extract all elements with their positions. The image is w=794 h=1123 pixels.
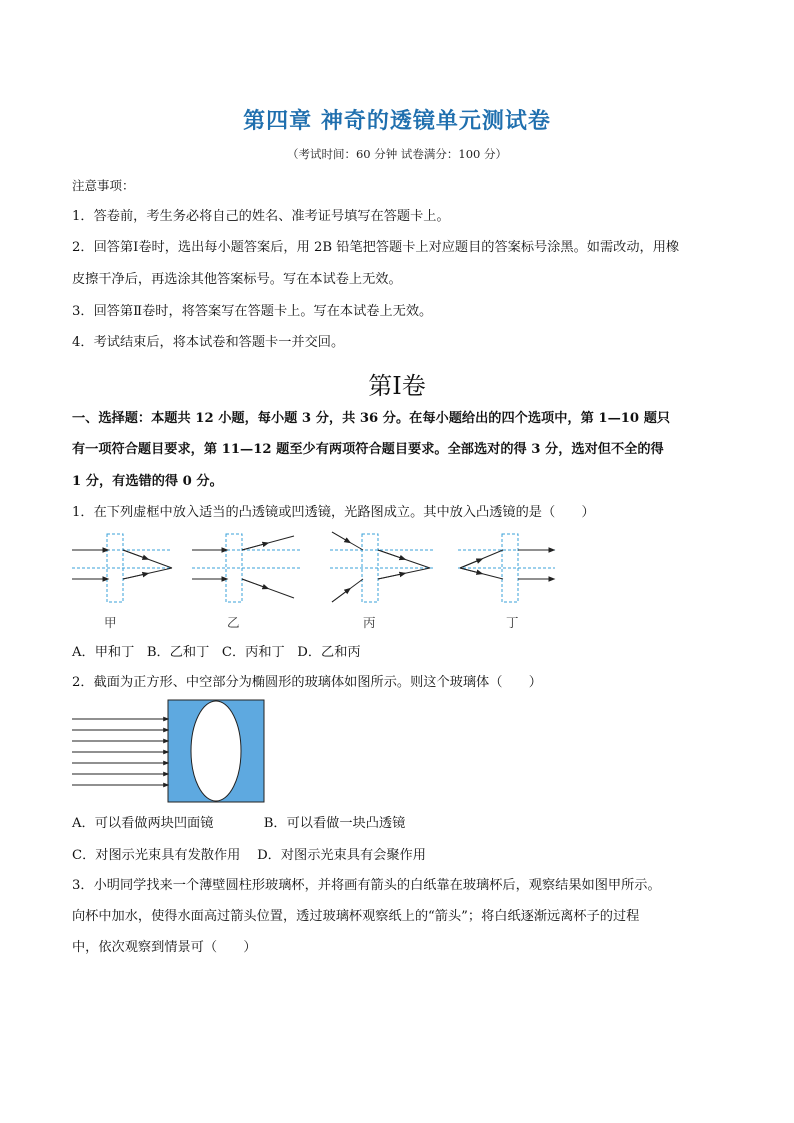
figure-label-yi: 乙 xyxy=(227,615,240,630)
notice-item: 1．答卷前，考生务必将自己的姓名、准考证号填写在答题卡上。 xyxy=(72,209,450,224)
question-1-options: A．甲和丁 B．乙和丁 C．丙和丁 D．乙和丙 xyxy=(72,645,361,660)
question-2-options: C．对图示光束具有发散作用 D．对图示光束具有会聚作用 xyxy=(72,848,426,863)
question-2-stem: 2．截面为正方形、中空部分为椭圆形的玻璃体如图所示。则这个玻璃体（ ） xyxy=(72,675,542,690)
section-instructions: 1 分，有选错的得 0 分。 xyxy=(72,474,223,489)
question-3-stem: 向杯中加水，使得水面高过箭头位置，透过玻璃杯观察纸上的“箭头”；将白纸逐渐远离杯子的过程 xyxy=(72,909,640,924)
figure-label-jia: 甲 xyxy=(104,615,117,630)
section-instructions: 一、选择题：本题共 12 小题，每小题 3 分，共 36 分。在每小题给出的四个选项中，第 1—10 题只 xyxy=(72,411,671,426)
exam-info: （考试时间：60 分钟 试卷满分：100 分） xyxy=(286,147,508,161)
notice-heading: 注意事项： xyxy=(72,178,135,193)
question-1-stem: 1．在下列虚框中放入适当的凸透镜或凹透镜，光路图成立。其中放入凸透镜的是（ ） xyxy=(72,505,595,520)
notice-item: 3．回答第Ⅱ卷时，将答案写在答题卡上。写在本试卷上无效。 xyxy=(72,304,433,319)
question-1-figure xyxy=(60,526,580,636)
notice-item: 4．考试结束后，将本试卷和答题卡一并交回。 xyxy=(72,335,345,350)
figure-label-ding: 丁 xyxy=(506,615,519,630)
diagram-yi xyxy=(192,534,300,602)
diagram-bing xyxy=(330,532,435,602)
diagram-ding xyxy=(458,534,555,602)
section-instructions: 有一项符合题目要求，第 11—12 题至少有两项符合题目要求。全部选对的得 3 分，选对但不全的得 xyxy=(72,442,664,457)
notice-item: 皮擦干净后，再选涂其他答案标号。写在本试卷上无效。 xyxy=(72,272,402,287)
question-3-stem: 3．小明同学找来一个薄壁圆柱形玻璃杯，并将画有箭头的白纸靠在玻璃杯后，观察结果如图甲所示。 xyxy=(72,878,661,893)
page-title: 第四章 神奇的透镜单元测试卷 xyxy=(243,109,551,134)
question-2-options: A．可以看做两块凹面镜 B．可以看做一块凸透镜 xyxy=(72,816,406,831)
diagram-jia xyxy=(72,534,172,602)
question-3-stem: 中，依次观察到情景可（ ） xyxy=(72,940,257,955)
hollow-ellipse xyxy=(191,701,241,801)
question-2-figure xyxy=(70,698,270,804)
notice-item: 2．回答第Ⅰ卷时，选出每小题答案后，用 2B 铅笔把答题卡上对应题目的答案标号涂黑。如需改动，用橡 xyxy=(72,240,680,255)
section-title: 第Ⅰ卷 xyxy=(368,372,426,400)
figure-label-bing: 丙 xyxy=(363,615,376,630)
light-rays xyxy=(72,719,168,785)
